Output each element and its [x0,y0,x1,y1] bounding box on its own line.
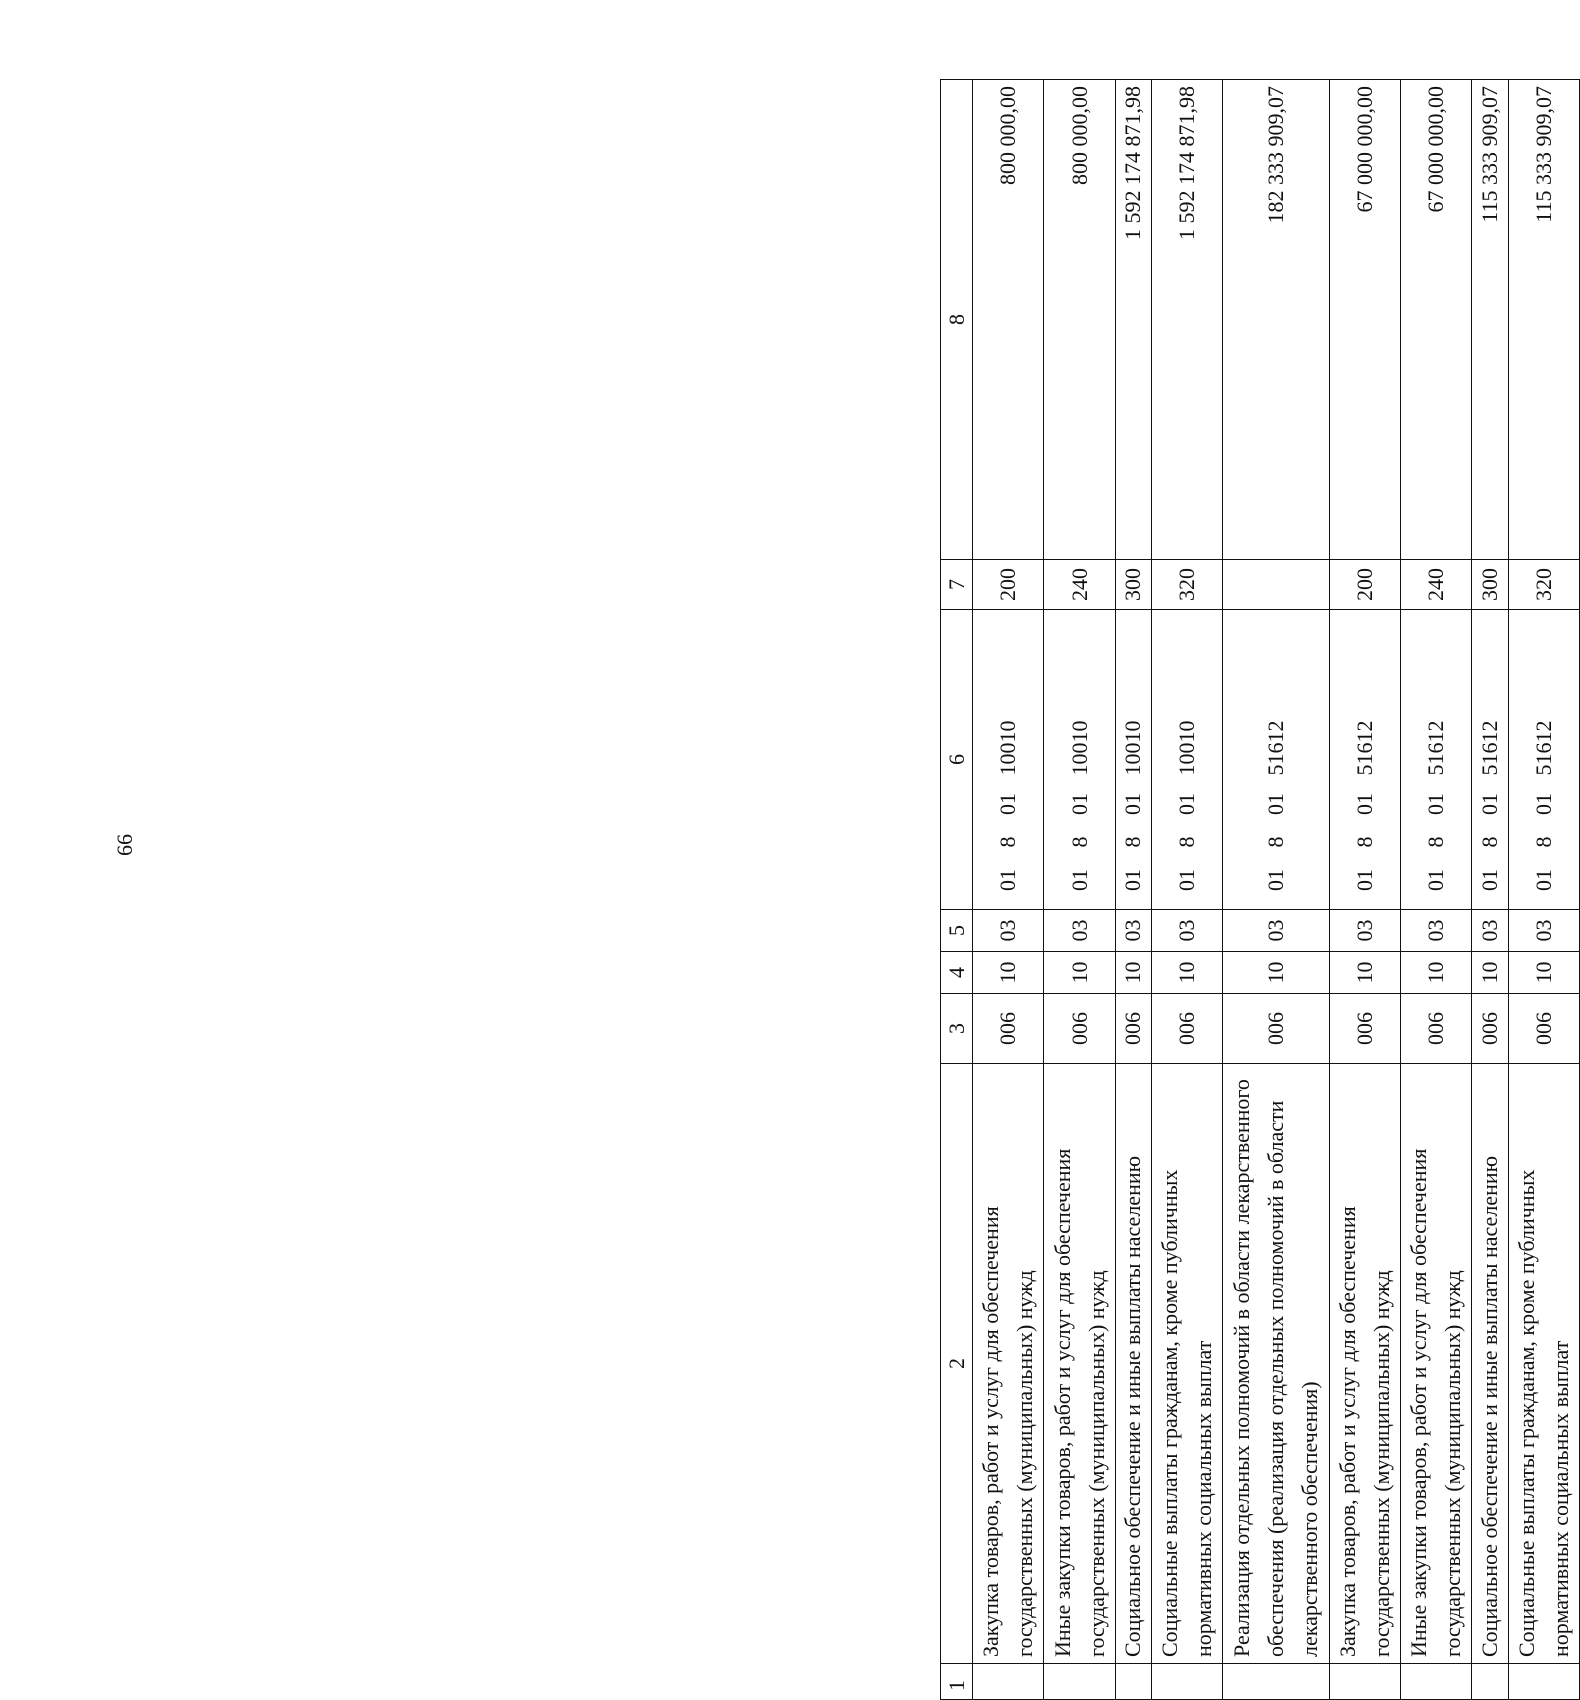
target-activity: 01 [1120,793,1146,815]
target-direction: 51612 [1351,720,1377,776]
row-section-code: 10 [1472,952,1508,994]
table-row [973,80,1044,1700]
row-department-code: 006 [973,994,1044,1064]
row-description: Социальное обеспечение и иные выплаты населению [1472,1064,1508,1664]
row-expense-type: 200 [973,560,1044,610]
row-section-code: 10 [1151,952,1222,994]
header-row [941,80,973,1700]
row-col1-cell [1329,1664,1400,1700]
target-program: 01 [1174,869,1200,891]
row-amount: 115 333 909,07 [1472,80,1508,560]
row-section-code: 10 [1401,952,1472,994]
header-col-1: 1 [941,1664,973,1700]
row-description: Закупка товаров, работ и услуг для обеспечения государственных (муниципальных) нужд [973,1064,1044,1664]
target-program: 01 [1423,869,1449,891]
row-section-code: 10 [1115,952,1151,994]
row-subsection-code: 03 [1044,910,1115,952]
row-expense-type [1223,560,1330,610]
budget-table [940,79,1580,1700]
row-description: Иные закупки товаров, работ и услуг для обеспечения государственных (муниципальных) нужд [1044,1064,1115,1664]
target-program: 01 [995,869,1021,891]
row-target-article [1401,610,1472,910]
table-row [1329,80,1400,1700]
row-department-code: 006 [1401,994,1472,1064]
row-target-article [1044,610,1115,910]
target-direction: 51612 [1477,720,1503,776]
row-department-code: 006 [1329,994,1400,1064]
row-amount: 800 000,00 [973,80,1044,560]
row-col1-cell [1044,1664,1115,1700]
row-description: Социальные выплаты гражданам, кроме публичных нормативных социальных выплат [1151,1064,1222,1664]
row-subsection-code: 03 [1115,910,1151,952]
target-activity: 01 [1423,793,1449,815]
target-subprogram: 8 [1423,836,1449,848]
row-description: Реализация отдельных полномочий в области лекарственного обеспечения (реализация отдельных полномочий в области лекарственного обеспечения) [1223,1064,1330,1664]
row-amount: 182 333 909,07 [1223,80,1330,560]
row-department-code: 006 [1223,994,1330,1064]
row-col1-cell [1508,1664,1579,1700]
row-target-article [1223,610,1330,910]
row-amount: 800 000,00 [1044,80,1115,560]
row-target-article [1472,610,1508,910]
header-col-5: 5 [941,910,973,952]
target-direction: 10010 [995,720,1021,776]
target-subprogram: 8 [995,836,1021,848]
row-description: Социальное обеспечение и иные выплаты населению [1115,1064,1151,1664]
target-program: 01 [1351,869,1377,891]
target-subprogram: 8 [1120,836,1146,848]
header-col-2: 2 [941,1064,973,1664]
header-col-8: 8 [941,80,973,560]
row-section-code: 10 [973,952,1044,994]
target-subprogram: 8 [1066,836,1092,848]
table-row [1472,80,1508,1700]
row-department-code: 006 [1508,994,1579,1064]
row-amount: 1 592 174 871,98 [1151,80,1222,560]
target-activity: 01 [1530,793,1556,815]
row-amount: 115 333 909,07 [1508,80,1579,560]
row-subsection-code: 03 [973,910,1044,952]
header-col-4: 4 [941,952,973,994]
target-activity: 01 [1351,793,1377,815]
row-col1-cell [1401,1664,1472,1700]
row-amount: 67 000 000,00 [1401,80,1472,560]
row-target-article [1329,610,1400,910]
target-direction: 10010 [1066,720,1092,776]
table-row [1044,80,1115,1700]
target-activity: 01 [1066,793,1092,815]
row-department-code: 006 [1151,994,1222,1064]
row-expense-type: 200 [1329,560,1400,610]
row-description: Иные закупки товаров, работ и услуг для обеспечения государственных (муниципальных) нужд [1401,1064,1472,1664]
target-subprogram: 8 [1263,836,1289,848]
target-activity: 01 [1174,793,1200,815]
row-department-code: 006 [1472,994,1508,1064]
row-col1-cell [1151,1664,1222,1700]
target-activity: 01 [1477,793,1503,815]
row-col1-cell [1472,1664,1508,1700]
row-target-article [973,610,1044,910]
row-section-code: 10 [1329,952,1400,994]
row-amount: 1 592 174 871,98 [1115,80,1151,560]
table-row [1223,80,1330,1700]
table-body [973,80,1580,1700]
row-description: Социальные выплаты гражданам, кроме публичных нормативных социальных выплат [1508,1064,1579,1664]
target-direction: 10010 [1120,720,1146,776]
row-subsection-code: 03 [1151,910,1222,952]
row-department-code: 006 [1044,994,1115,1064]
target-activity: 01 [995,793,1021,815]
row-col1-cell [1223,1664,1330,1700]
target-subprogram: 8 [1174,836,1200,848]
row-expense-type: 240 [1044,560,1115,610]
header-col-3: 3 [941,994,973,1064]
target-subprogram: 8 [1530,836,1556,848]
row-subsection-code: 03 [1508,910,1579,952]
target-program: 01 [1066,869,1092,891]
target-direction: 51612 [1423,720,1449,776]
header-col-7: 7 [941,560,973,610]
row-section-code: 10 [1508,952,1579,994]
row-subsection-code: 03 [1401,910,1472,952]
row-expense-type: 300 [1472,560,1508,610]
target-activity: 01 [1263,793,1289,815]
target-direction: 51612 [1263,720,1289,776]
row-department-code: 006 [1115,994,1151,1064]
target-subprogram: 8 [1351,836,1377,848]
row-section-code: 10 [1223,952,1330,994]
row-expense-type: 320 [1508,560,1579,610]
row-description: Закупка товаров, работ и услуг для обеспечения государственных (муниципальных) нужд [1329,1064,1400,1664]
row-subsection-code: 03 [1329,910,1400,952]
target-subprogram: 8 [1477,836,1503,848]
target-direction: 51612 [1530,720,1556,776]
row-subsection-code: 03 [1223,910,1330,952]
table-row [1151,80,1222,1700]
row-amount: 67 000 000,00 [1329,80,1400,560]
target-program: 01 [1530,869,1556,891]
row-target-article [1508,610,1579,910]
table-row [1508,80,1579,1700]
row-target-article [1151,610,1222,910]
row-col1-cell [973,1664,1044,1700]
row-section-code: 10 [1044,952,1115,994]
table-row [1401,80,1472,1700]
row-col1-cell [1115,1664,1151,1700]
table-row [1115,80,1151,1700]
row-expense-type: 240 [1401,560,1472,610]
rotated-table-container [940,80,1580,1700]
row-expense-type: 320 [1151,560,1222,610]
target-program: 01 [1263,869,1289,891]
target-program: 01 [1120,869,1146,891]
row-expense-type: 300 [1115,560,1151,610]
header-col-6: 6 [941,610,973,910]
page-number: 66 [112,834,137,856]
target-program: 01 [1477,869,1503,891]
target-direction: 10010 [1174,720,1200,776]
row-subsection-code: 03 [1472,910,1508,952]
row-target-article [1115,610,1151,910]
